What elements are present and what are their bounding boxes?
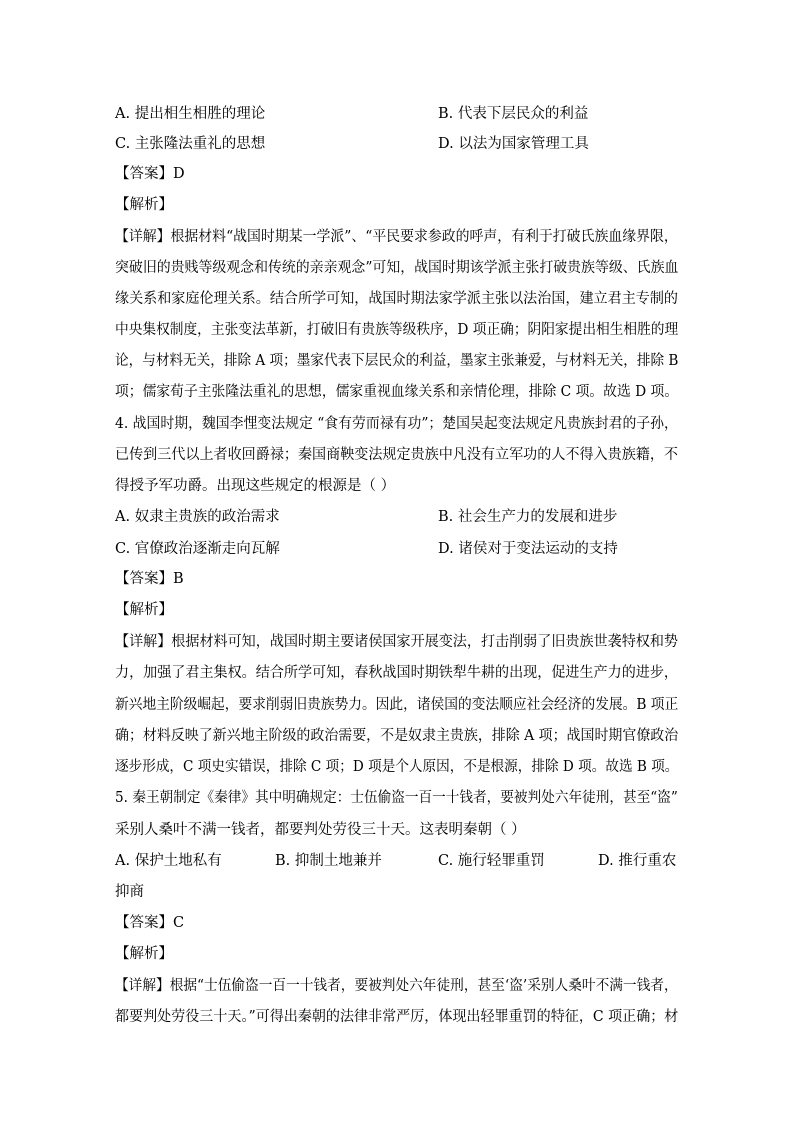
q4-option-a: A. 奴隶主贵族的政治需求 <box>115 509 280 525</box>
q5-answer: 【答案】C <box>115 915 185 931</box>
q4-detail-line: 确；材料反映了新兴地主阶级的政治需要，不是奴隶主贵族，排除 A 项；战国时期官僚政治 <box>115 728 679 744</box>
q4-analysis-heading: 【解析】 <box>115 602 173 618</box>
q5-option-c: C. 施行轻罪重罚 <box>438 853 545 869</box>
q3-detail-line: 【详解】根据材料“战国时期某一学派”、“平民要求参政的呼声，有利于打破氏族血缘界限， <box>115 229 678 245</box>
q4-option-d: D. 诸侯对于变法运动的支持 <box>438 541 618 557</box>
q3-detail-line: 项；儒家荀子主张隆法重礼的思想，儒家重视血缘关系和亲情伦理，排除 C 项。故选 D 项。 <box>115 384 679 400</box>
q5-detail-line: 【详解】根据“士伍偷盗一百一十钱者，要被判处六年徒刑，甚至‘盗’采别人桑叶不满一钱者， <box>115 978 678 994</box>
q4-stem-line: 4. 战国时期，魏国李悝变法规定 “食有劳而禄有功”；楚国吴起变法规定凡贵族封君的子孙， <box>115 416 678 432</box>
q5-option-a: A. 保护土地私有 <box>115 853 222 869</box>
q3-answer: 【答案】D <box>115 166 185 182</box>
q4-detail-line: 新兴地主阶级崛起，要求削弱旧贵族势力。因此，诸侯国的变法顺应社会经济的发展。B 项正 <box>115 697 679 713</box>
q4-detail-line: 逐步形成，C 项史实错误，排除 C 项；D 项是个人原因，不是根源，排除 D 项。故选 B 项。 <box>115 759 679 775</box>
q4-option-c: C. 官僚政治逐渐走向瓦解 <box>115 541 280 557</box>
q3-option-c: C. 主张隆法重礼的思想 <box>115 136 266 152</box>
q5-option-d: D. 推行重农 <box>598 853 677 869</box>
q5-stem-line: 5. 秦王朝制定《秦律》其中明确规定：士伍偷盗一百一十钱者，要被判处六年徒刑，甚至“盗” <box>115 790 678 806</box>
q4-detail-line: 力，加强了君主集权。结合所学可知，春秋战国时期铁犁牛耕的出现，促进生产力的进步， <box>115 665 679 681</box>
q4-stem-line: 得授予军功爵。出现这些规定的根源是（ ） <box>115 478 396 494</box>
q5-option-b: B. 抑制土地兼并 <box>275 853 382 869</box>
q3-detail-line: 论，与材料无关，排除 A 项；墨家代表下层民众的利益，墨家主张兼爱，与材料无关，排除 B <box>115 353 679 369</box>
q3-option-b: B. 代表下层民众的利益 <box>438 106 589 122</box>
q3-detail-line: 中央集权制度，主张变法革新，打破旧有贵族等级秩序，D 项正确；阴阳家提出相生相胜的理 <box>115 322 679 338</box>
q5-stem-line: 采别人桑叶不满一钱者，都要判处劳役三十天。这表明秦朝（ ） <box>115 822 526 838</box>
q4-detail-line: 【详解】根据材料可知，战国时期主要诸侯国家开展变法，打击削弱了旧贵族世袭特权和势 <box>115 634 679 650</box>
q3-detail-line: 缘关系和家庭伦理关系。结合所学可知，战国时期法家学派主张以法治国，建立君主专制的 <box>115 291 679 307</box>
q3-option-a: A. 提出相生相胜的理论 <box>115 106 266 122</box>
q4-stem-line: 已传到三代以上者收回爵禄；秦国商鞅变法规定贵族中凡没有立军功的人不得入贵族籍，不 <box>115 447 679 463</box>
q5-detail-line: 都要判处劳役三十天。”可得出秦朝的法律非常严厉，体现出轻罪重罚的特征，C 项正确；材 <box>115 1009 679 1025</box>
q5-analysis-heading: 【解析】 <box>115 946 173 962</box>
q3-detail-line: 突破旧的贵贱等级观念和传统的亲亲观念”可知，战国时期该学派主张打破贵族等级、氏族血 <box>115 260 679 276</box>
q3-analysis-heading: 【解析】 <box>115 197 173 213</box>
q4-answer: 【答案】B <box>115 571 184 587</box>
q4-option-b: B. 社会生产力的发展和进步 <box>438 509 618 525</box>
q5-option-d-continued: 抑商 <box>115 884 144 900</box>
q3-option-d: D. 以法为国家管理工具 <box>438 136 589 152</box>
